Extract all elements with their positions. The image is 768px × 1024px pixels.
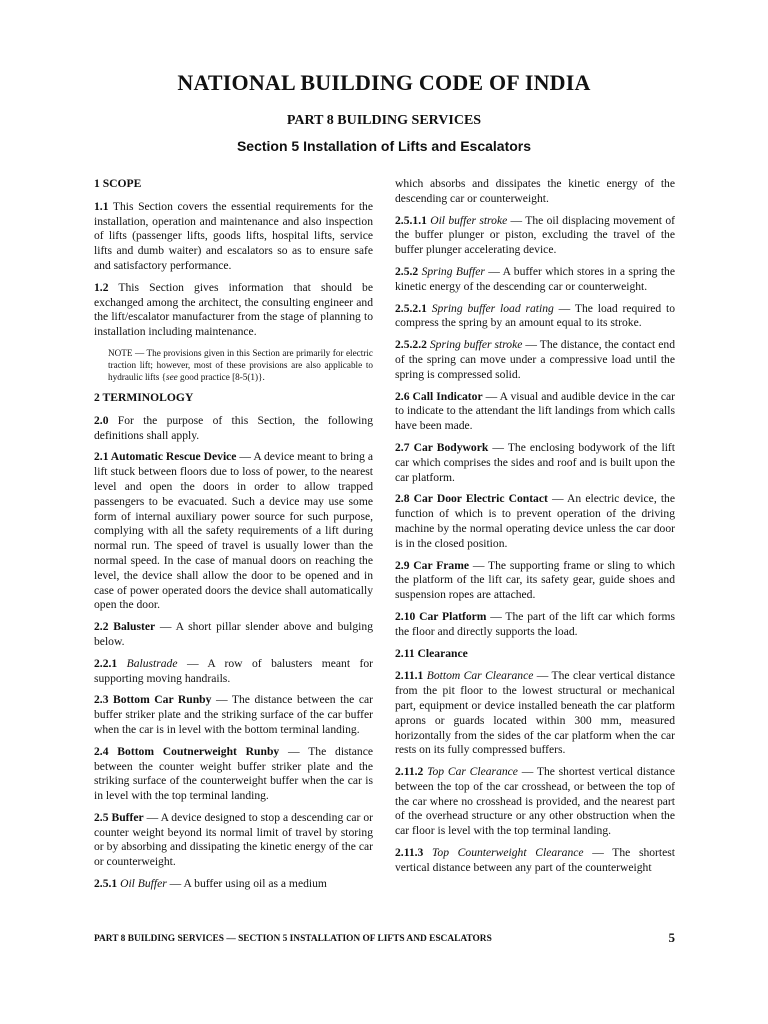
- clause-text: — The shortest vertical distance between any part of the counterweight: [395, 846, 676, 874]
- clause-2-5-2: [395, 265, 675, 295]
- clause-text: — The clear vertical distance from the pit floor to the lowest structural or mechanical part, equipment or device installed beneath the car platform aprons or guards located within 300 mm, measured horizontally from the sides of the car platform when the car rests on its fully compressed buffers.: [395, 669, 675, 757]
- clause-text: — A device designed to stop a descending car or counter weight beyond its normal limit of travel by storing or by absorbing and dissipating the kinetic energy of the car or counterweight.: [94, 810, 374, 869]
- clause-2-6: [395, 390, 675, 434]
- clause-text: — The load required to compress the spring by an amount equal to its stroke.: [395, 301, 675, 330]
- clause-text: — A short pillar slender above and bulging below.: [94, 620, 373, 648]
- document-title: NATIONAL BUILDING CODE OF INDIA: [177, 70, 591, 95]
- clause-text: — A buffer using oil as a medium: [166, 877, 327, 891]
- clause-number: 2.5.2.1: [395, 301, 427, 315]
- clause-1-2: [94, 281, 373, 340]
- clause-term: Car Bodywork: [409, 440, 489, 454]
- clause-number: 2.10: [395, 609, 416, 623]
- clause-2-3: [94, 693, 373, 737]
- clause-number: 2.0: [94, 413, 109, 427]
- clause-term: Spring buffer stroke: [426, 338, 523, 352]
- clause-text: — The oil displacing movement of the buffer plunger or piston, excluding the travel of the buffer plunger accelerating device.: [395, 213, 675, 257]
- clause-text: — A device meant to bring a lift stuck between floors due to loss of power, to the nearest level and open the doors in order to allow trapped passengers to be evacuated. Such a device may use some form of internal auxiliary power source for such purpose, complying with all the safety requirements of a lift during normal run. The speed of travel is usually lower than the normal speed. In the case of manual doors on reaching the level, the device shall allow the door to be opened and in case of power operated doors the device shall automatically open the door.: [94, 450, 373, 612]
- clause-number: 2.6: [395, 389, 410, 403]
- clause-text: — An electric device, the function of which is to prevent operation of the driving machine by the normal operating device unless the car door is in the closed position.: [395, 492, 675, 550]
- clause-number: 2.11.3: [395, 846, 424, 860]
- clause-number: 2.5: [94, 810, 109, 824]
- page-footer: PART 8 BUILDING SERVICES — SECTION 5 INSTALLATION OF LIFTS AND ESCALATORS: [94, 934, 492, 944]
- clause-2-11-2: [395, 765, 675, 839]
- clause-2-5-1-continued: which absorbs and dissipates the kinetic energy of the descending car or counterweight.: [395, 177, 675, 205]
- clause-term: Car Frame: [409, 558, 470, 572]
- clause-2-8: [395, 492, 675, 551]
- clause-term: Call Indicator: [409, 389, 483, 403]
- clause-text: This Section gives information that should be exchanged among the architect, the consulting engineer and the lift/escalator manufacturer from the stage of planning to installation including maintenance.: [94, 280, 373, 339]
- clause-2-5-2-1: [395, 302, 675, 332]
- clause-2-11-1: [395, 669, 675, 758]
- clause-number: 2.9: [395, 558, 410, 572]
- clause-number: 2.5.1.1: [395, 213, 427, 227]
- clause-number: 2.5.2: [395, 264, 419, 278]
- clause-number: 2.4: [94, 744, 109, 758]
- right-column: [395, 177, 675, 883]
- clause-number: 2.7: [395, 440, 410, 454]
- clause-text: — The distance between the car buffer striker plate and the striking surface of the car buffer when the car is in level with the bottom terminal landing.: [94, 693, 373, 736]
- clause-term: Buffer: [108, 810, 144, 824]
- clause-2-2: [94, 620, 373, 650]
- scope-note: NOTE — The provisions given in this Section are primarily for electric traction lift; however, most of these provisions are also applicable to hydraulic lifts {see good practice [8-5(1)}.: [108, 347, 373, 382]
- clause-text: — The supporting frame or sling to which the platform of the lift car, its safety gear, guide shoes and suspension ropes are attached.: [395, 558, 675, 602]
- clearance-heading: 2.11 Clearance: [395, 646, 468, 660]
- clause-number: 2.8: [395, 492, 410, 506]
- clause-2-5-2-2: [395, 338, 675, 382]
- clause-text: — The distance, the contact end of the spring can move under a compressive load until the spring is compressed solid.: [395, 338, 676, 381]
- clause-term: Top Car Clearance: [423, 765, 518, 779]
- clause-1-1: [94, 200, 373, 274]
- clause-text: This Section covers the essential requirements for the installation, operation and maintenance and also inspection of lifts (passenger lifts, goods lifts, hospital lifts, service lifts and dumb waiter) and escalators so as to ensure safe and satisfactory performance.: [94, 199, 373, 272]
- clause-number: 2.11.1: [395, 669, 424, 683]
- clause-term: Oil Buffer: [117, 877, 167, 891]
- clause-term: Car Door Electric Contact: [409, 492, 548, 506]
- clause-2-7: [395, 441, 675, 485]
- clause-text: — A buffer which stores in a spring the kinetic energy of the descending car or counterweight.: [395, 264, 675, 293]
- clause-2-5: [94, 811, 373, 870]
- clause-number: 2.11.2: [395, 765, 424, 779]
- clause-term: Oil buffer stroke: [426, 213, 508, 227]
- clause-text: — A row of balusters meant for supporting moving handrails.: [94, 656, 373, 685]
- clause-number: 2.1: [94, 450, 109, 464]
- clause-text: — The part of the lift car which forms the floor and directly supports the load.: [395, 609, 675, 638]
- clause-2-1: [94, 450, 373, 613]
- clause-term: Spring Buffer: [418, 264, 485, 278]
- clause-2-9: [395, 559, 675, 603]
- page-number: 5: [668, 930, 675, 945]
- clause-text: — A visual and audible device in the car to indicate to the attendant the lift landings from which calls have been made.: [395, 389, 675, 433]
- clause-term: Baluster: [108, 620, 156, 634]
- clause-2-4: [94, 745, 373, 804]
- clause-term: Balustrade: [117, 656, 178, 670]
- terminology-heading: 2 TERMINOLOGY: [94, 390, 194, 404]
- clause-2-0: [94, 414, 373, 444]
- clause-term: Bottom Car Runby: [108, 693, 212, 707]
- clause-text: — The distance between the counter weight buffer striker plate and the striking surface of the counterweight buffer when the car is in level with the top terminal landing.: [94, 744, 374, 803]
- clause-text: — The enclosing bodywork of the lift car which comprises the sides and roof and is built upon the car platform.: [395, 440, 675, 484]
- left-column: [94, 177, 373, 899]
- clause-2-2-1: [94, 657, 373, 687]
- clause-number: 1.1: [94, 199, 109, 213]
- clause-number: 2.3: [94, 693, 109, 707]
- clause-text: For the purpose of this Section, the following definitions shall apply.: [94, 413, 373, 442]
- clause-2-11-3: [395, 846, 675, 876]
- clause-2-10: [395, 610, 675, 640]
- scope-heading: 1 SCOPE: [94, 177, 142, 190]
- clause-term: Bottom Coutnerweight Runby: [108, 744, 280, 758]
- part-heading: PART 8 BUILDING SERVICES: [286, 113, 482, 128]
- clause-text: — The shortest vertical distance between the top of the car crosshead, or between the top of the car where no crosshead is provided, and the nearest part of the overhead structure or any other obstruction when the car floor is level with the top terminal landing.: [395, 765, 675, 838]
- clause-number: 1.2: [94, 280, 109, 294]
- clause-term: Car Platform: [415, 609, 487, 623]
- clause-term: Top Counterweight Clearance: [423, 846, 584, 860]
- clause-number: 2.5.1: [94, 877, 118, 891]
- clause-2-5-1-1: [395, 214, 675, 258]
- section-heading: Section 5 Installation of Lifts and Escalators: [236, 138, 532, 154]
- clause-2-5-1: [94, 877, 373, 892]
- clause-term: Automatic Rescue Device: [108, 450, 237, 464]
- clause-term: Spring buffer load rating: [426, 301, 554, 315]
- clause-term: Bottom Car Clearance: [423, 669, 534, 683]
- clause-number: 2.2: [94, 620, 109, 634]
- clause-number: 2.5.2.2: [395, 338, 427, 352]
- clause-number: 2.2.1: [94, 656, 118, 670]
